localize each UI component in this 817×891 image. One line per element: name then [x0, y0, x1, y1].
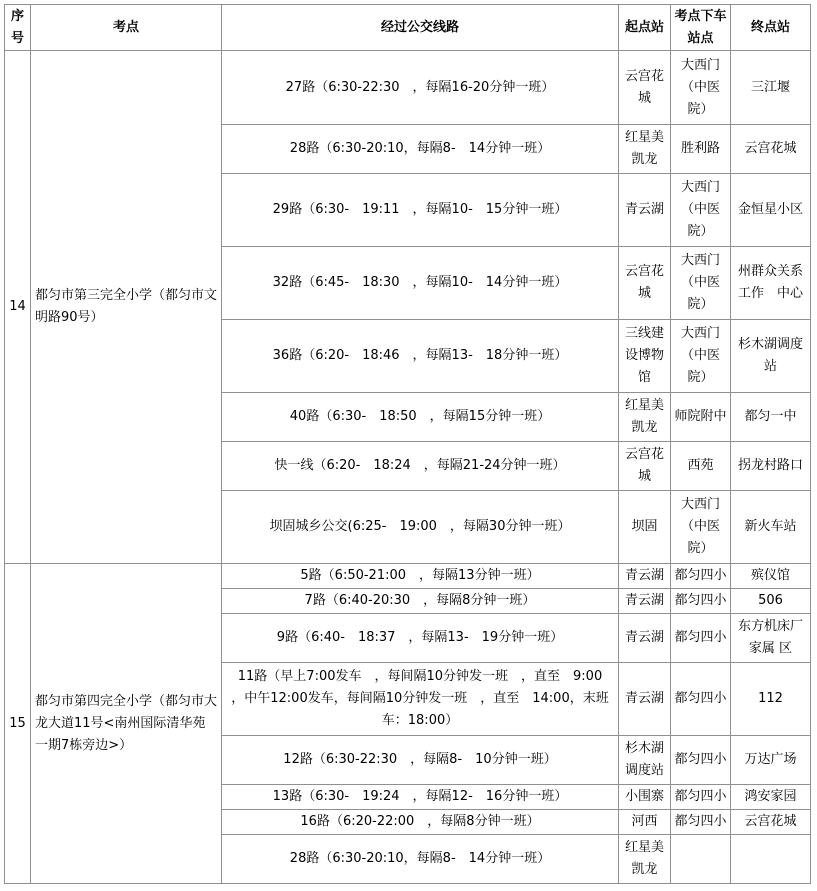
end-station: 506: [731, 589, 811, 614]
start-station: 红星美凯龙: [619, 125, 671, 174]
stop-station: 都匀四小: [671, 614, 731, 663]
stop-station: 师院附中: [671, 393, 731, 442]
header-start-station: 起点站: [619, 5, 671, 51]
end-station: 鸿安家园: [731, 785, 811, 810]
start-station: 红星美凯龙: [619, 835, 671, 884]
stop-station: 大西门（中医院）: [671, 51, 731, 125]
route-cell: 12路（6:30-22:30 ，每隔8- 10分钟一班）: [222, 736, 619, 785]
header-stop-station: 考点下车站点: [671, 5, 731, 51]
end-station: 拐龙村路口: [731, 442, 811, 491]
exam-site-name: 都匀市第四完全小学（都匀市大龙大道11号<南州国际清华苑一期7栋旁边>）: [31, 564, 222, 884]
table-row: [5, 564, 811, 589]
end-station: 州群众关系工作 中心: [731, 247, 811, 320]
end-station: 殡仪馆: [731, 564, 811, 589]
end-station: 金恒星小区: [731, 174, 811, 247]
start-station: 云宫花城: [619, 442, 671, 491]
route-cell: 40路（6:30- 18:50 ，每隔15分钟一班）: [222, 393, 619, 442]
end-station: 都匀一中: [731, 393, 811, 442]
route-cell: 32路（6:45- 18:30 ，每隔10- 14分钟一班）: [222, 247, 619, 320]
stop-station: 都匀四小: [671, 785, 731, 810]
header-row: [5, 5, 811, 51]
stop-station: 大西门（中医院）: [671, 174, 731, 247]
route-cell: 坝固城乡公交(6:25- 19:00 ，每隔30分钟一班）: [222, 491, 619, 564]
end-station: [731, 835, 811, 884]
end-station: 新火车站: [731, 491, 811, 564]
start-station: 青云湖: [619, 589, 671, 614]
route-cell: 28路（6:30-20:10，每隔8- 14分钟一班）: [222, 125, 619, 174]
start-station: 青云湖: [619, 174, 671, 247]
stop-station: 都匀四小: [671, 589, 731, 614]
end-station: 万达广场: [731, 736, 811, 785]
end-station: 杉木湖调度站: [731, 320, 811, 393]
route-cell: 11路（早上7:00发车 ，每间隔10分钟发一班 ，直至 9:00 ，中午12:00发车，每间隔10分钟发一班 ，直至 14:00，末班车：18:00）: [222, 663, 619, 736]
route-cell: 13路（6:30- 19:24 ，每隔12- 16分钟一班）: [222, 785, 619, 810]
end-station: 112: [731, 663, 811, 736]
table-row: [5, 51, 811, 125]
stop-station: 大西门（中医院）: [671, 247, 731, 320]
end-station: 三江堰: [731, 51, 811, 125]
end-station: 东方机床厂家属 区: [731, 614, 811, 663]
stop-station: 大西门（中医院）: [671, 320, 731, 393]
stop-station: 都匀四小: [671, 564, 731, 589]
site-index: 15: [5, 564, 31, 884]
route-cell: 7路（6:40-20:30 ，每隔8分钟一班）: [222, 589, 619, 614]
header-routes: 经过公交线路: [222, 5, 619, 51]
start-station: 红星美凯龙: [619, 393, 671, 442]
end-station: 云宫花城: [731, 125, 811, 174]
header-exam-site: 考点: [31, 5, 222, 51]
start-station: 河西: [619, 810, 671, 835]
route-cell: 快一线（6:20- 18:24 ，每隔21-24分钟一班）: [222, 442, 619, 491]
stop-station: 西苑: [671, 442, 731, 491]
route-cell: 28路（6:30-20:10，每隔8- 14分钟一班）: [222, 835, 619, 884]
stop-station: 大西门（中医院）: [671, 491, 731, 564]
start-station: 杉木湖调度站: [619, 736, 671, 785]
bus-route-table: [4, 4, 811, 884]
start-station: 三线建设博物馆: [619, 320, 671, 393]
start-station: 坝固: [619, 491, 671, 564]
start-station: 青云湖: [619, 564, 671, 589]
start-station: 青云湖: [619, 663, 671, 736]
route-cell: 9路（6:40- 18:37 ，每隔13- 19分钟一班）: [222, 614, 619, 663]
start-station: 云宫花城: [619, 247, 671, 320]
end-station: 云宫花城: [731, 810, 811, 835]
stop-station: 都匀四小: [671, 736, 731, 785]
exam-site-name: 都匀市第三完全小学（都匀市文明路90号）: [31, 51, 222, 564]
start-station: 小围寨: [619, 785, 671, 810]
start-station: 青云湖: [619, 614, 671, 663]
route-cell: 27路（6:30-22:30 ，每隔16-20分钟一班）: [222, 51, 619, 125]
stop-station: 都匀四小: [671, 810, 731, 835]
route-cell: 29路（6:30- 19:11 ，每隔10- 15分钟一班）: [222, 174, 619, 247]
header-end-station: 终点站: [731, 5, 811, 51]
route-cell: 36路（6:20- 18:46 ，每隔13- 18分钟一班）: [222, 320, 619, 393]
start-station: 云宫花城: [619, 51, 671, 125]
stop-station: 胜利路: [671, 125, 731, 174]
stop-station: [671, 835, 731, 884]
stop-station: 都匀四小: [671, 663, 731, 736]
header-index: 序号: [5, 5, 31, 51]
route-cell: 5路（6:50-21:00 ，每隔13分钟一班）: [222, 564, 619, 589]
site-index: 14: [5, 51, 31, 564]
route-cell: 16路（6:20-22:00 ，每隔8分钟一班）: [222, 810, 619, 835]
